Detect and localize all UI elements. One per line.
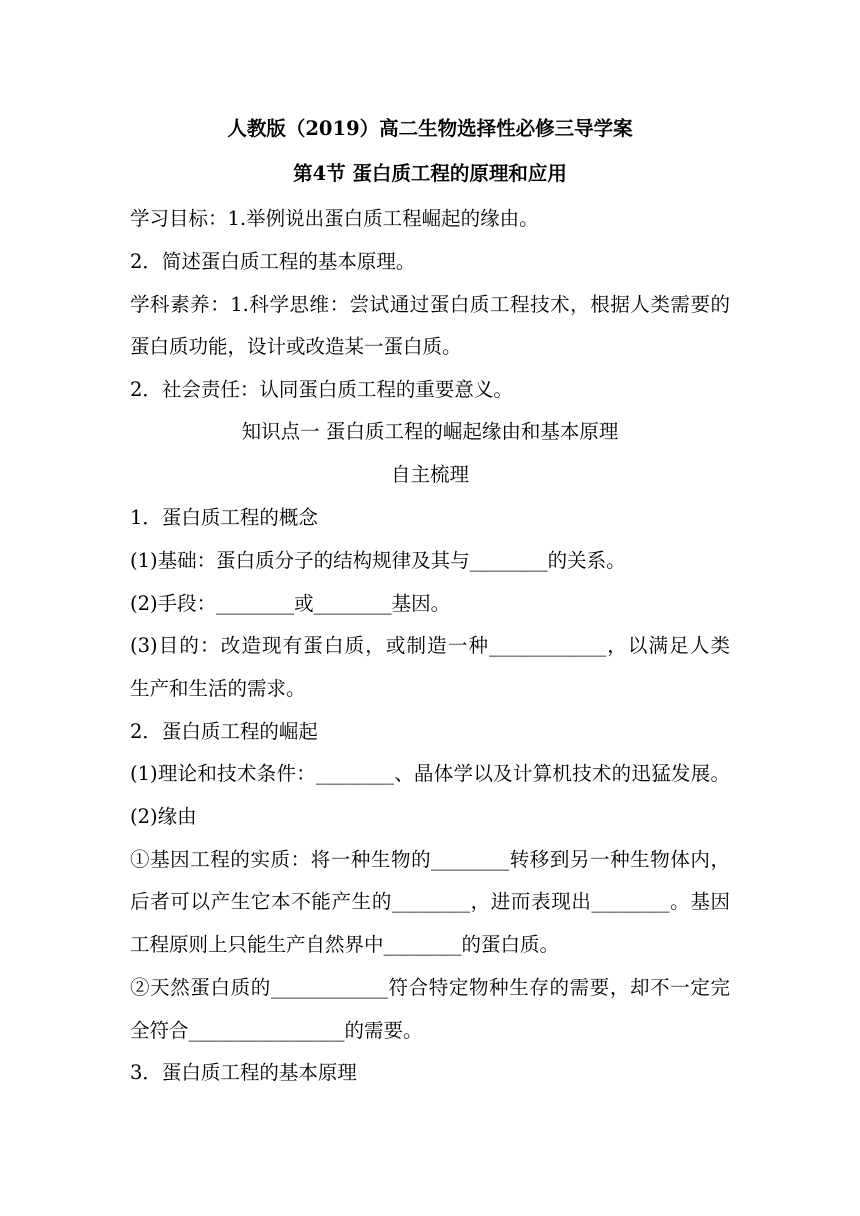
text-line: ②天然蛋白质的____________符合特定物种生存的需要，却不一定完 <box>130 976 730 999</box>
text-line: 2．社会责任：认同蛋白质工程的重要意义。 <box>130 378 513 401</box>
text-line: 2．简述蛋白质工程的基本原理。 <box>130 250 416 273</box>
text-line: ①基因工程的实质：将一种生物的________转移到另一种生物体内， <box>130 848 730 871</box>
text-line: 蛋白质功能，设计或改造某一蛋白质。 <box>130 335 462 358</box>
text-line: 工程原则上只能生产自然界中________的蛋白质。 <box>130 933 560 956</box>
text-line: 3．蛋白质工程的基本原理 <box>130 1061 357 1084</box>
text-line: 学习目标：1.举例说出蛋白质工程崛起的缘由。 <box>130 207 539 230</box>
knowledge-point-heading: 知识点一 蛋白质工程的崛起缘由和基本原理 <box>241 420 619 443</box>
text-line: 学科素养：1.科学思维：尝试通过蛋白质工程技术，根据人类需要的 <box>130 293 730 316</box>
text-line: (1)基础：蛋白质分子的结构规律及其与________的关系。 <box>130 549 626 572</box>
subheading: 自主梳理 <box>390 463 469 486</box>
text-line: 2．蛋白质工程的崛起 <box>130 720 318 743</box>
text-line: 后者可以产生它本不能产生的________，进而表现出________。基因 <box>130 890 730 913</box>
text-line: (1)理论和技术条件：________、晶体学以及计算机技术的迅猛发展。 <box>130 762 730 785</box>
document-title: 人教版（2019）高二生物选择性必修三导学案 <box>227 117 633 140</box>
section-title: 第4节 蛋白质工程的原理和应用 <box>293 162 567 185</box>
text-line: (2)缘由 <box>130 805 197 828</box>
text-line: 全符合________________的需要。 <box>130 1019 423 1042</box>
text-line: 生产和生活的需求。 <box>130 677 306 700</box>
text-line: 1．蛋白质工程的概念 <box>130 506 318 529</box>
text-line: (3)目的：改造现有蛋白质，或制造一种____________，以满足人类 <box>130 634 730 657</box>
text-line: (2)手段：________或________基因。 <box>130 592 451 615</box>
